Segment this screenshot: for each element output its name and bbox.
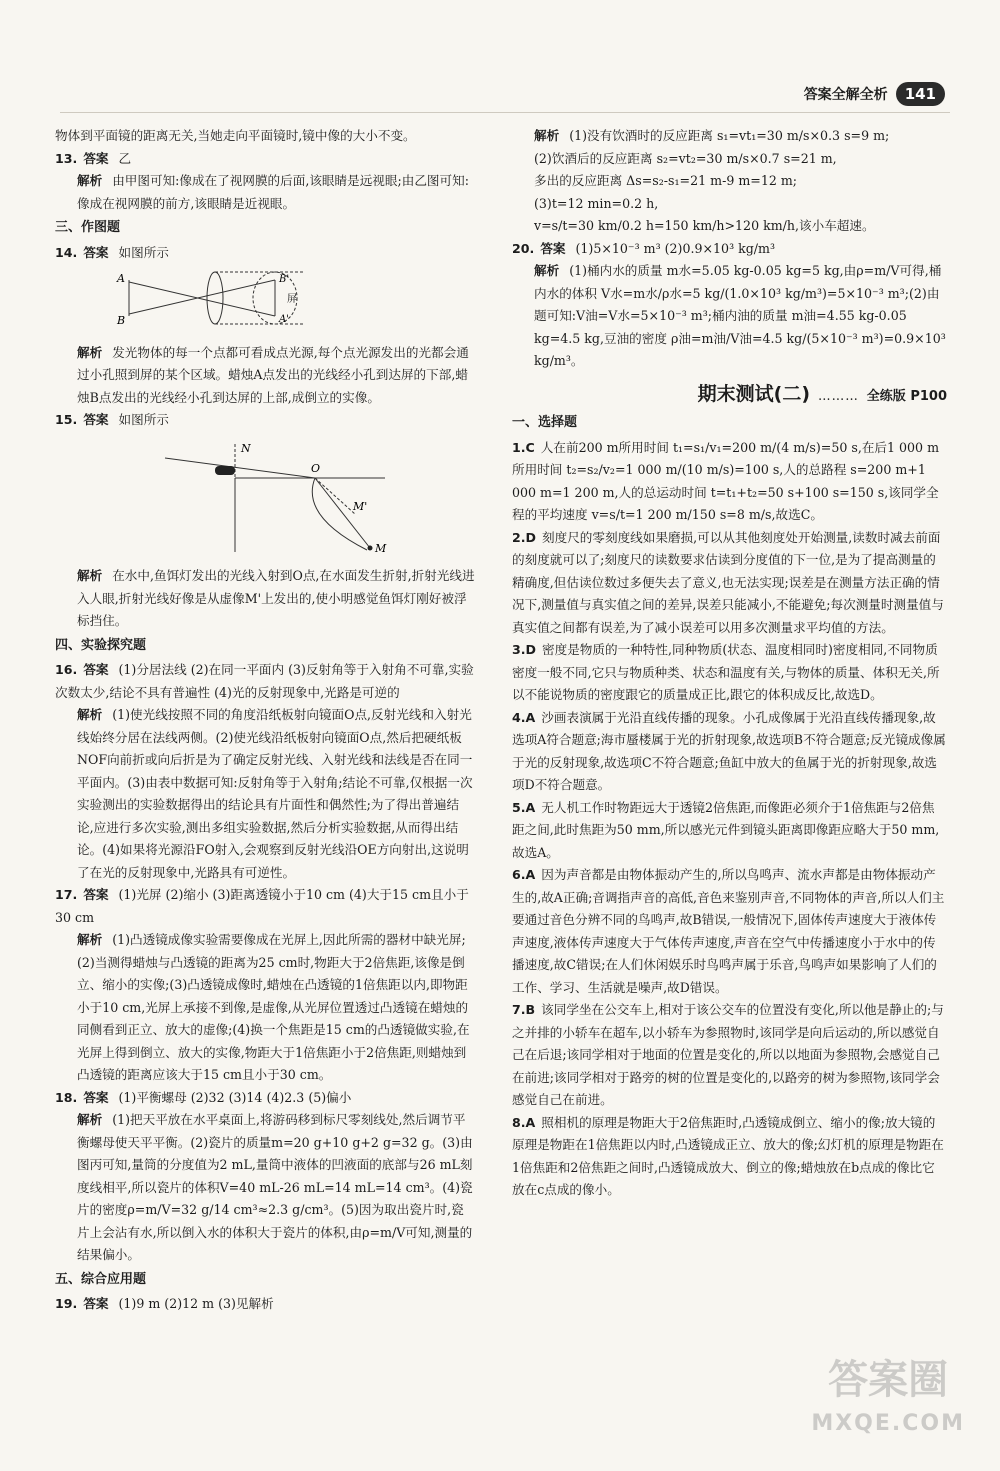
- page-number: 141: [896, 82, 945, 106]
- refraction-diagram: [115, 436, 475, 562]
- exam-heading: [512, 383, 947, 409]
- label-o: O: [311, 461, 321, 475]
- section-choice: 一、选择题: [512, 415, 578, 430]
- q18-answer: 18. 答案 (1)平衡螺母 (2)32 (3)14 (4)2.3 (5)偏小: [55, 1089, 352, 1105]
- q17-answer: 17. 答案 (1)光屏 (2)缩小 (3)距离透镜小于10 cm (4)大于15 cm且小于30 cm: [55, 887, 469, 925]
- pinhole-diagram: [115, 268, 475, 338]
- label-m: M: [375, 541, 387, 554]
- right-column: [512, 125, 947, 1202]
- q19-analysis-line: (2)饮酒后的反应距离 s₂=vt₂=30 m/s×0.7 s=21 m,: [534, 150, 837, 166]
- q15-analysis: 解析 在水中,鱼饵灯发出的光线入射到O点,在水面发生折射,折射光线进入人眼,折射光线好像是从虚像M'上发出的,使小明感觉鱼饵灯刚好被浮标挡住。: [77, 568, 475, 628]
- label-b: B: [117, 314, 126, 327]
- q16-analysis: 解析 (1)使光线按照不同的角度沿纸板射向镜面O点,反射光线和入射光线始终分居在法线两侧。(2)使光线沿纸板射向镜面O点,然后把硬纸板NOF向前折或向后折是为了确定反射光线、入射光线和法线是否在同一平面内。(3)由表中数据可知:反射角等于入射角;结论不可靠,仅根据一次实验测出的实验数据得出的结论具有片面性和偶然性;为了得出普遍结论,应进行多次实验,测出多组实验数据,然后分析实验数据,从而得出结论。(4)如果将光源沿FO射入,会观察到反射光线沿OE方向射出,这说明了在光的反射现象中,光路具有可逆性。: [77, 707, 473, 880]
- label-a-prime: A': [279, 314, 289, 325]
- q17-analysis: 解析 (1)凸透镜成像实验需要像成在光屏上,因此所需的器材中缺光屏;(2)当测得蜡烛与凸透镜的距离为25 cm时,物距大于2倍焦距,该像是倒立、缩小的实像;(3)凸透镜成像时,蜡烛在凸透镜的1倍焦距以内,即物距小于10 cm,光屏上承接不到像,是虚像,从光屏位置透过凸透镜在蜡烛的同侧看到正立、放大的虚像;(4)换一个焦距是15 cm的凸透镜做实验,在光屏上得到倒立、放大的实像,物距大于1倍焦距小于2倍焦距,则蜡烛到凸透镜的距离应该大于15 cm且小于30 cm。: [77, 932, 470, 1082]
- q20-answer: 20. 答案 (1)5×10⁻³ m³ (2)0.9×10³ kg/m³: [512, 240, 776, 256]
- section-experiment: 四、实验探究题: [55, 637, 147, 653]
- watermark-url: MXQE.COM: [811, 1411, 965, 1436]
- watermark-logo: 答案圈: [828, 1357, 949, 1403]
- choice-item: 1.C 人在前200 m所用时间 t₁=s₁/v₁=200 m/(4 m/s)=50 s,在后1 000 m所用时间 t₂=s₂/v₂=1 000 m/(10 m/s)=100 s,人的总路程 s=200 m+1 000 m=1 200 m,人的总运动时间 t=t₁+t₂=50 s+100 s=150 s,该同学全程的平均速度 v=s/t=1 200 m/150 s=8 m/s,故选C。: [512, 439, 940, 522]
- q13-answer: 13. 答案 乙: [55, 150, 132, 166]
- choice-item: 8.A 照相机的原理是物距大于2倍焦距时,凸透镜成倒立、缩小的像;放大镜的原理是物距在1倍焦距以内时,凸透镜成正立、放大的像;幻灯机的原理是物距在1倍焦距和2倍焦距之间时,凸透镜成放大、倒立的像;蜡烛放在b点成的像比它放在c点成的像小。: [512, 1114, 944, 1197]
- q20-analysis: 解析 (1)桶内水的质量 m水=5.05 kg-0.05 kg=5 kg,由ρ=m/V可得,桶内水的体积 V水=m水/ρ水=5 kg/(1.0×10³ kg/m³)=5×10⁻³ m³;(2)由题可知:V油=V水=5×10⁻³ m³;桶内油的质量 m油=4.55 kg-0.05 kg=4.5 kg,豆油的密度 ρ油=m油/V油=4.5 kg/(5×10⁻³ m³)=0.9×10³ kg/m³。: [534, 263, 946, 368]
- choice-item: 5.A 无人机工作时物距远大于透镜2倍焦距,而像距必须介于1倍焦距与2倍焦距之间,此时焦距为50 mm,所以感光元件到镜头距离即像距应略大于50 mm,故选A。: [512, 799, 940, 860]
- exam-dots: ………: [818, 387, 859, 403]
- point-m: [368, 545, 373, 550]
- q19-analysis-line: 多出的反应距离 Δs=s₂-s₁=21 m-9 m=12 m;: [534, 173, 798, 188]
- q15-answer: 15. 答案 如图所示: [55, 412, 169, 427]
- label-m-prime: M': [353, 499, 368, 513]
- q14-analysis: 解析 发光物体的每一个点都可看成点光源,每个点光源发出的光都会通过小孔照到屏的某个区域。蜡烛A点发出的光线经小孔到达屏的下部,蜡烛B点发出的光线经小孔到达屏的上部,成倒立的实像。: [77, 344, 469, 405]
- choice-item: 6.A 因为声音都是由物体振动产生的,所以鸟鸣声、流水声都是由物体振动产生的,故A正确;音调指声音的高低,音色来鉴别声音,不同物体的声音,所以人们主要通过音色分辨不同的鸟鸣声,故B错误,一般情况下,固体传声速度大于液体传声速度,液体传声速度大于气体传声速度,声音在空气中传播速度小于水中的传播速度,故C错误;在人们休闲娱乐时鸟鸣声属于乐音,鸟鸣声如果影响了人们的工作、学习、生活就是噪声,故D错误。: [512, 867, 945, 995]
- site-watermark: [811, 1358, 965, 1446]
- choice-item: 4.A 沙画表演属于光沿直线传播的现象。小孔成像属于光沿直线传播现象,故选项A符合题意;海市蜃楼属于光的折射现象,故选项B不符合题意;反光镜成像属于光的反射现象,故选项C不符合题意;鱼缸中放大的鱼属于光的折射现象,故选项D不符合题意。: [512, 709, 946, 792]
- intro-text: 物体到平面镜的距离无关,当她走向平面镜时,镜中像的大小不变。: [55, 128, 416, 143]
- choice-item: 2.D 刻度尺的零刻度线如果磨损,可以从其他刻度处开始测量,读数时减去前面的刻度就可以了;刻度尺的读数要求估读到分度值的下一位,是为了提高测量的精确度,但估读位数过多便失去了意义,也无法实现;误差是在测量方法正确的情况下,测量值与真实值之间的差异,误差只能减小,不能避免;每次测量时测量值与真实值之间都有误差,为了减小误差可以用多次测量求平均值的方法。: [512, 529, 944, 635]
- section-application: 五、综合应用题: [55, 1271, 147, 1287]
- q19-answer: 19. 答案 (1)9 m (2)12 m (3)见解析: [55, 1296, 274, 1311]
- choice-item: 3.D 密度是物质的一种特性,同种物质(状态、温度相同时)密度相同,不同物质密度一般不同,它只与物质种类、状态和温度有关,与物体的质量、体积无关,所以不能说物质的密度跟它的质量成正比,跟它的体积成反比,故选D。: [512, 642, 940, 702]
- section-drawing: 三、作图题: [55, 220, 121, 235]
- header-title: 答案全解全析: [803, 87, 888, 103]
- exam-reference: 全练版 P100: [866, 388, 947, 404]
- q19-analysis: 解析 (1)没有饮酒时的反应距离 s₁=vt₁=30 m/s×0.3 s=9 m;: [534, 128, 890, 143]
- label-screen: 屏: [287, 294, 297, 305]
- header-divider: [60, 112, 950, 113]
- label-b-prime: B': [279, 274, 290, 285]
- label-a: A: [117, 272, 125, 285]
- page-header: [804, 82, 945, 106]
- left-column: [55, 125, 475, 1316]
- float-marker: [215, 466, 235, 475]
- label-n: N: [241, 441, 251, 455]
- q14-answer: 14. 答案 如图所示: [55, 244, 169, 260]
- q13-analysis: 解析 由甲图可知:像成在了视网膜的后面,该眼睛是远视眼;由乙图可知:像成在视网膜的前方,该眼睛是近视眼。: [77, 173, 469, 211]
- exam-title: 期末测试(二): [697, 382, 811, 405]
- choice-item: 7.B 该同学坐在公交车上,相对于该公交车的位置没有变化,所以他是静止的;与之并排的小轿车在超车,以小轿车为参照物时,该同学是向后运动的,所以感觉自己在后退;该同学相对于地面的位置是变化的,所以以地面为参照物,会感觉自己在前进;该同学相对于路旁的树的位置是变化的,以路旁的树为参照物,该同学会感觉自己在前进。: [512, 1002, 944, 1107]
- q19-analysis-line: v=s/t=30 km/0.2 h=150 km/h>120 km/h,该小车超速。: [534, 218, 875, 233]
- q18-analysis: 解析 (1)把天平放在水平桌面上,将游码移到标尺零刻线处,然后调节平衡螺母使天平平衡。(2)瓷片的质量m=20 g+10 g+2 g=32 g。(3)由图丙可知,量筒的分度值为2 mL,量筒中液体的凹液面的底部与26 mL刻度线相平,所以瓷片的体积V=40 mL-26 mL=14 mL=14 cm³。(4)瓷片的密度ρ=m/V=32 g/14 cm³≈2.3 g/cm³。(5)因为取出瓷片时,瓷片上会沾有水,所以倒入水的体积大于瓷片的体积,由ρ=m/V可知,测量的结果偏小。: [77, 1112, 473, 1262]
- q19-analysis-line: (3)t=12 min=0.2 h,: [534, 195, 659, 211]
- q16-answer: 16. 答案 (1)分居法线 (2)在同一平面内 (3)反射角等于入射角不可靠,实验次数太少,结论不具有普遍性 (4)光的反射现象中,光路是可逆的: [55, 662, 474, 700]
